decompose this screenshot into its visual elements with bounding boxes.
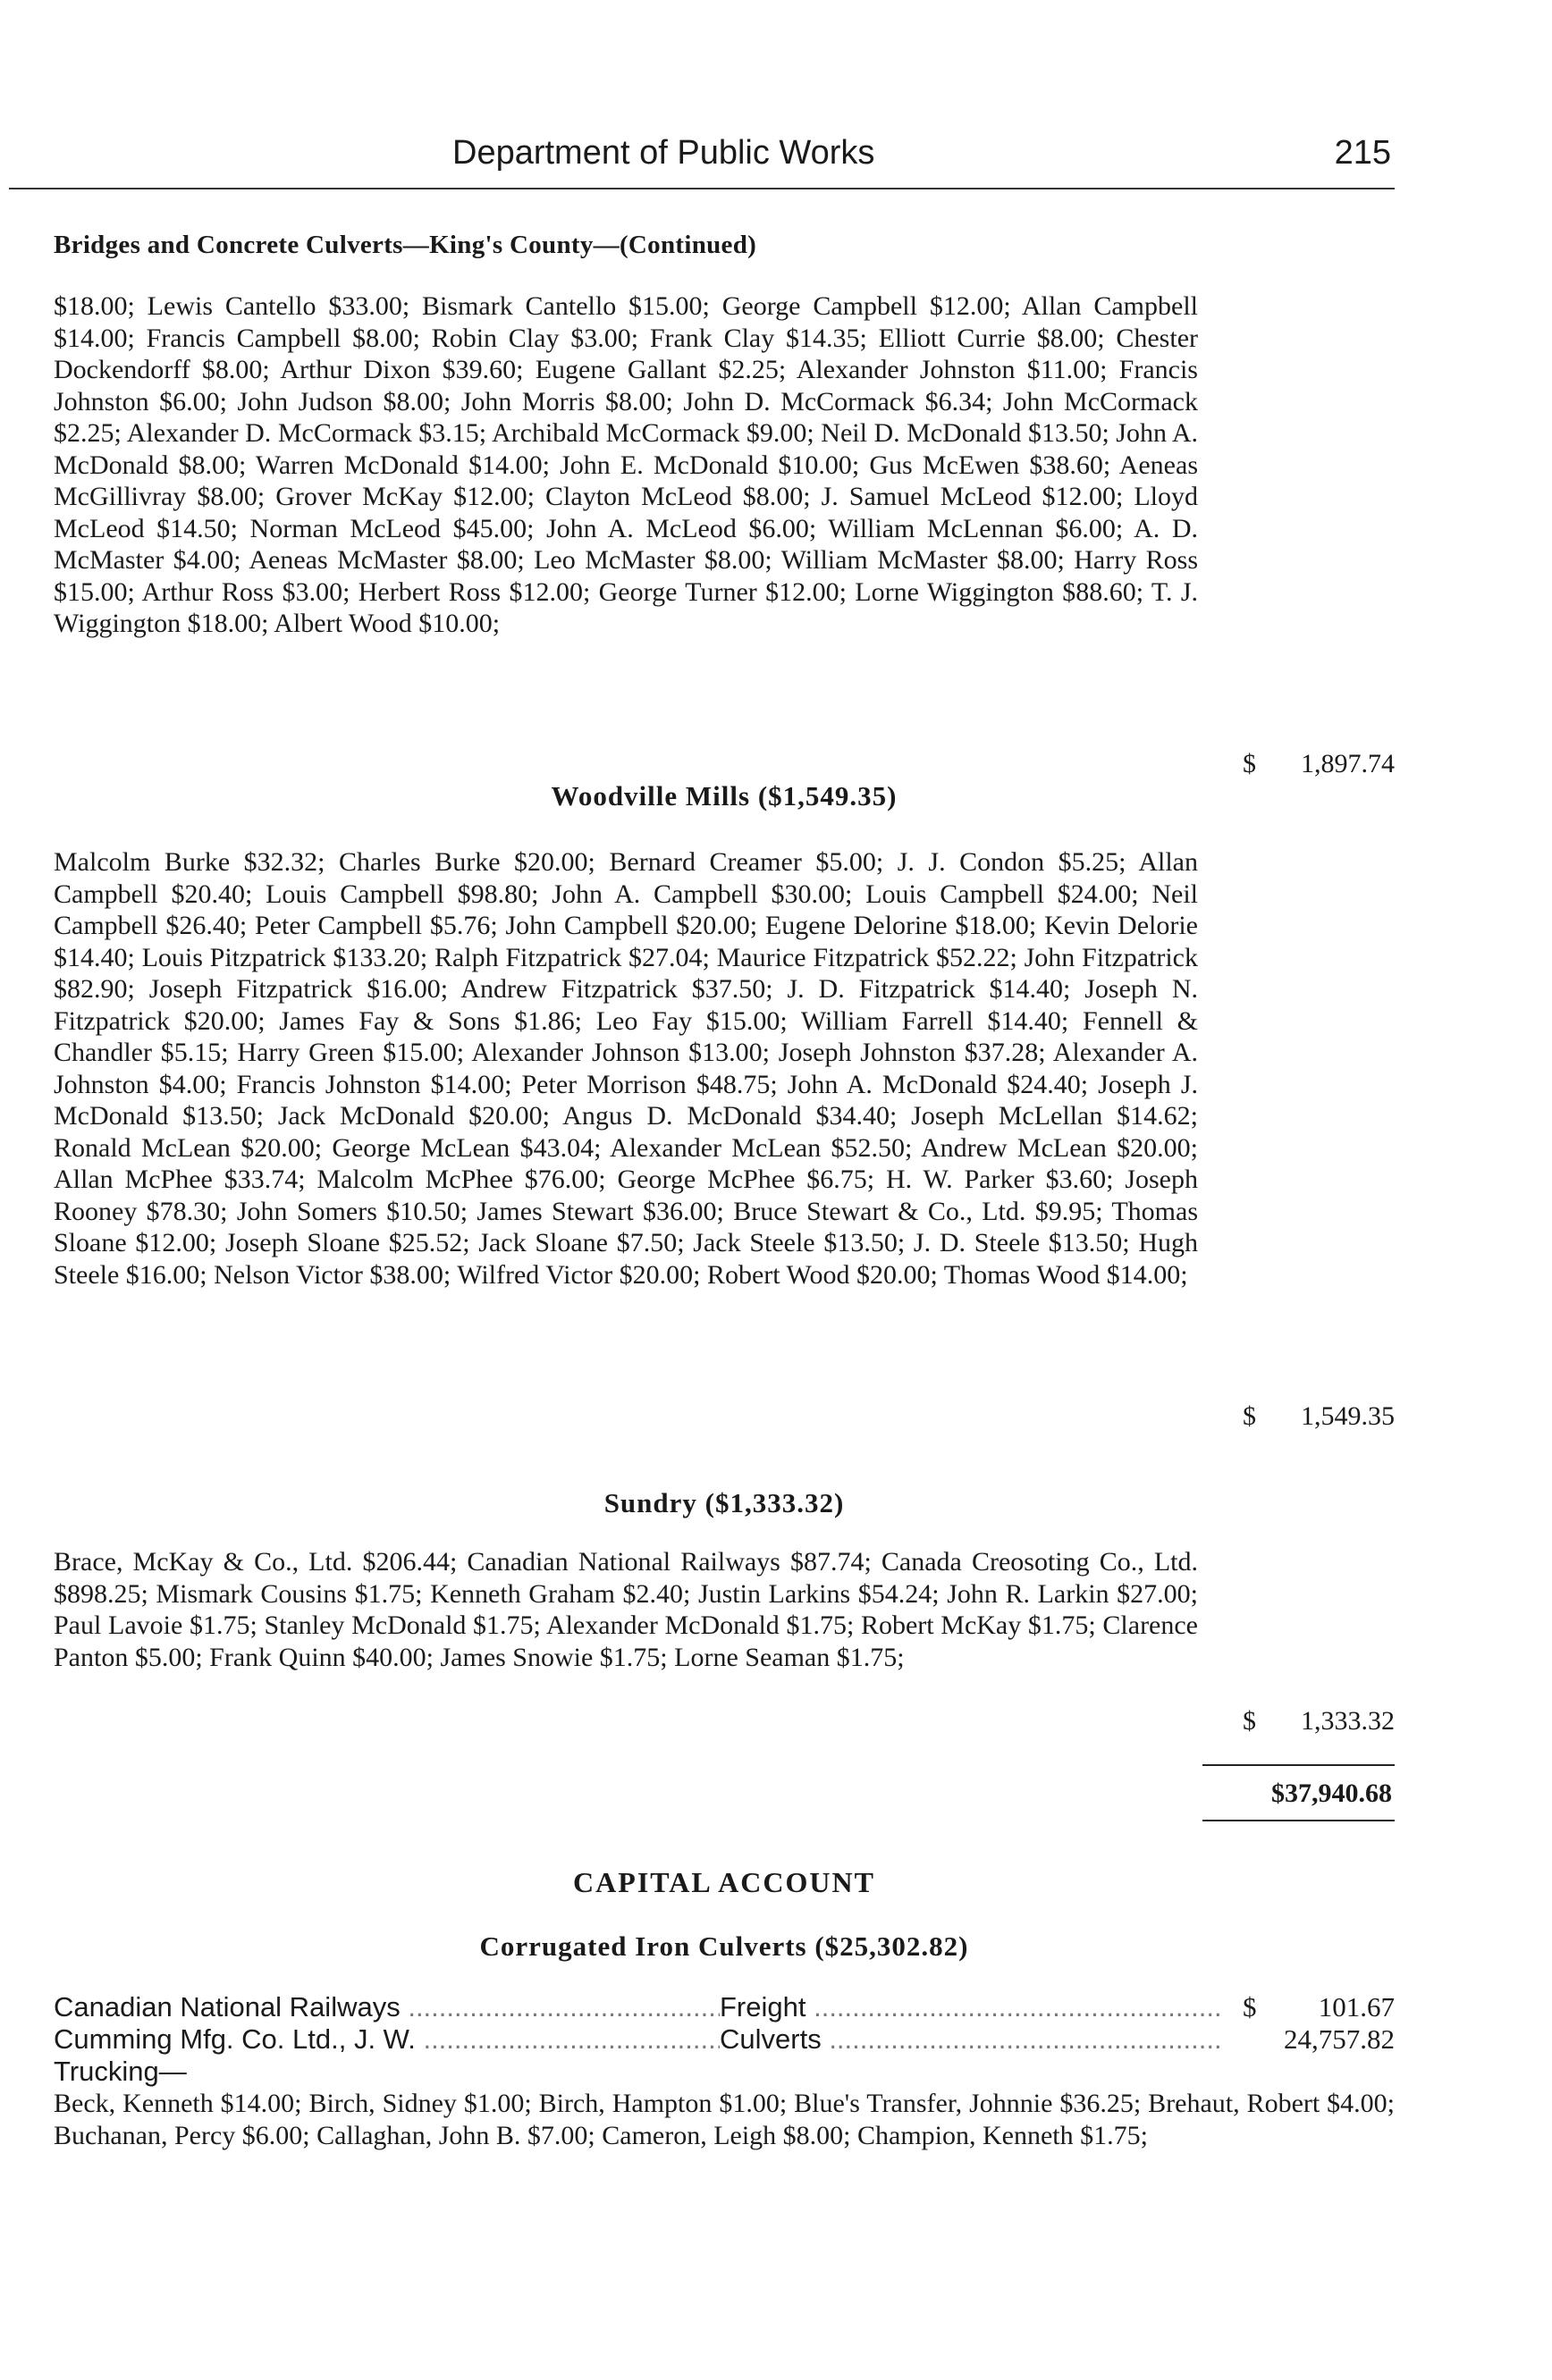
total-rule [1202,1764,1395,1766]
subtotal-amount: 1,549.35 [1301,1401,1395,1431]
bridges-subtotal [1243,748,1395,780]
subtotal-amount: 1,897.74 [1301,749,1395,778]
bridges-payment-list: $18.00; Lewis Cantello $33.00; Bismark Cantello $15.00; George Campbell $12.00; Allan Campbell $14.00; Francis Campbell $8.00; Robin Clay $3.00; Frank Clay $14.35; Elliott Currie $8.00; Chester Dockendorff $8.00; Arthur Dixon $39.60; Eugene Gallant $2.25; Alexander Johnston $11.00; Francis Johnston $6.00; John Judson $8.00; John Morris $8.00; John D. McCormack $6.34; John McCormack $2.25; Alexander D. McCormack $3.15; Archibald McCormack $9.00; Neil D. McDonald $13.50; John A. McDonald $8.00; Warren McDonald $14.00; John E. McDonald $10.00; Gus McEwen $38.60; Aeneas McGillivray $8.00; Grover McKay $12.00; Clayton McLeod $8.00; J. Samuel McLeod $12.00; Lloyd McLeod $14.50; Norman McLeod $45.00; John A. McLeod $6.00; William McLennan $6.00; A. D. McMaster $4.00; Aeneas McMaster $8.00; Leo McMaster $8.00; William McMaster $8.00; Harry Ross $15.00; Arthur Ross $3.00; Herbert Ross $12.00; George Turner $12.00; Lorne Wiggington $88.60; T. J. Wiggington $18.00; Albert Wood $10.00; [54,291,1198,638]
section-heading: Bridges and Concrete Culverts—King's County—(Continued) [54,231,757,259]
woodville-mills-heading: Woodville Mills ($1,549.35) [551,780,898,812]
payee: Canadian National Railways ..... [54,1991,720,2023]
payee: Cumming Mfg. Co. Ltd., J. W. ..... [54,2023,720,2056]
sundry-payment-list: Brace, McKay & Co., Ltd. $206.44; Canadian National Railways $87.74; Canada Creosoting Co., Ltd. $898.25; Mismark Cousins $1.75; Kenneth Graham $2.40; Justin Larkins $54.24; John R. Larkin $27.00; Paul Lavoie $1.75; Stanley McDonald $1.75; Alexander McDonald $1.75; Robert McKay $1.75; Clarence Panton $5.00; Frank Quinn $40.00; James Snowie $1.75; Lorne Seaman $1.75; [54,1547,1198,1672]
currency-symbol: $ [1243,1401,1256,1431]
sundry-subtotal [1243,1705,1395,1737]
page-title: Department of Public Works [452,134,875,172]
currency-symbol: $ [1243,1991,1257,2023]
woodville-subtotal [1243,1400,1395,1433]
currency-symbol: $ [1243,1706,1256,1736]
ledger-row [54,2023,1395,2056]
ledger-row [54,1991,1395,2023]
running-head [50,134,1391,179]
grand-total: $37,940.68 [1271,1779,1392,1808]
item: Culverts ..... [720,2023,1220,2056]
subtotal-amount: 1,333.32 [1301,1706,1395,1736]
header-rule [9,188,1395,189]
woodville-payment-list: Malcolm Burke $32.32; Charles Burke $20.00; Bernard Creamer $5.00; J. J. Condon $5.25; Allan Campbell $20.40; Louis Campbell $98.80; John A. Campbell $30.00; Louis Campbell $24.00; Neil Campbell $26.40; Peter Campbell $5.76; John Campbell $20.00; Eugene Delorine $18.00; Kevin Delorie $14.40; Louis Pitzpatrick $133.20; Ralph Fitzpatrick $27.04; Maurice Fitzpatrick $52.22; John Fitzpatrick $82.90; Joseph Fitzpatrick $16.00; Andrew Fitzpatrick $37.50; J. D. Fitzpatrick $14.40; Joseph N. Fitzpatrick $20.00; James Fay & Sons $1.86; Leo Fay $15.00; William Farrell $14.40; Fennell & Chandler $5.15; Harry Green $15.00; Alexander Johnson $13.00; Joseph Johnston $37.28; Alexander A. Johnston $4.00; Francis Johnston $14.00; Peter Morrison $48.75; John A. McDonald $24.40; Joseph J. McDonald $13.50; Jack McDonald $20.00; Angus D. McDonald $34.40; Joseph McLellan $14.62; Ronald McLean $20.00; George McLean $43.04; Alexander McLean $52.50; Andrew McLean $20.00; Allan McPhee $33.74; Malcolm McPhee $76.00; George McPhee $6.75; H. W. Parker $3.60; Joseph Rooney $78.30; John Somers $10.50; James Stewart $36.00; Bruce Stewart & Co., Ltd. $9.95; Thomas Sloane $12.00; Joseph Sloane $25.52; Jack Sloane $7.50; Jack Steele $13.50; J. D. Steele $13.50; Hugh Steele $16.00; Nelson Victor $38.00; Wilfred Victor $20.00; Robert Wood $20.00; Thomas Wood $14.00; [54,847,1198,1290]
page-number: 215 [1334,134,1391,172]
sundry-heading: Sundry ($1,333.32) [603,1487,845,1518]
capital-account-heading: CAPITAL ACCOUNT [573,1866,875,1898]
amount: 24,757.82 [1284,2023,1395,2055]
corrugated-culverts-heading: Corrugated Iron Culverts ($25,302.82) [479,1930,969,1962]
amount: 101.67 [1318,1991,1395,2023]
trucking-payment-list: Beck, Kenneth $14.00; Birch, Sidney $1.00; Birch, Hampton $1.00; Blue's Transfer, Johnnie $36.25; Brehaut, Robert $4.00; Buchanan, Percy $6.00; Callaghan, John B. $7.00; Cameron, Leigh $8.00; Champion, Kenneth $1.75; [54,2089,1395,2150]
currency-symbol: $ [1243,749,1256,778]
total-underline [1202,1820,1395,1821]
item: Freight ..... [720,1991,1220,2023]
trucking-label: Trucking— [54,2056,187,2087]
